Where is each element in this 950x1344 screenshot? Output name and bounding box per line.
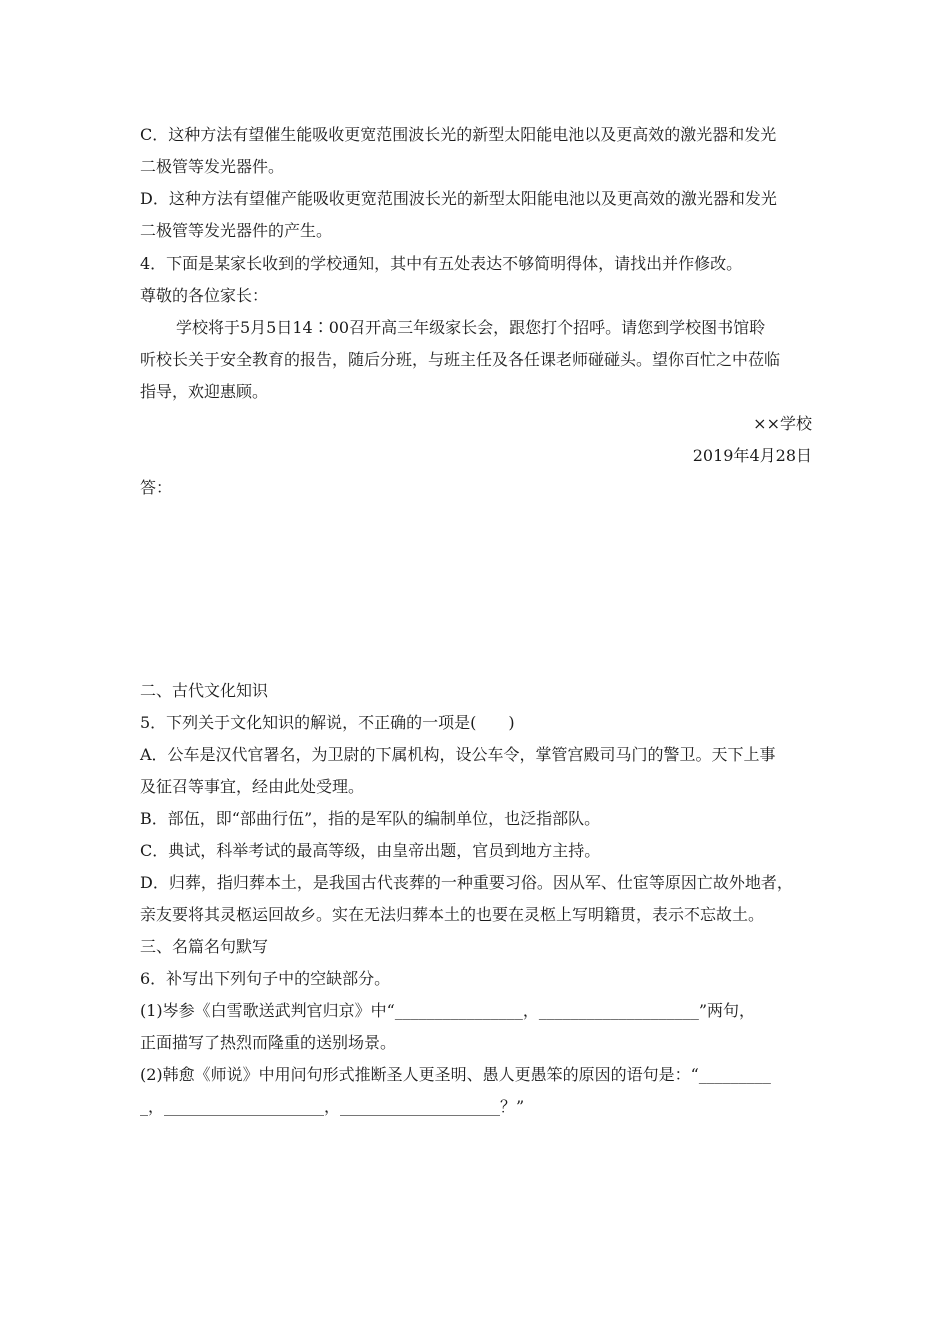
notice-date: 2019年4月28日 [692,446,812,465]
section3-heading: 三、名篇名句默写 [140,937,269,956]
q6-stem: 6．补写出下列句子中的空缺部分。 [140,969,391,988]
notice-salutation: 尊敬的各位家长： [140,286,269,305]
answer-label: 答： [140,478,173,497]
q3-option-c-line2: 二极管等发光器件。 [140,157,285,176]
q5-option-d-line2: 亲友要将其灵柩运回故乡。实在无法归葬本土的也要在灵柩上写明籍贯，表示不忘故土。 [140,905,765,924]
notice-body-line3: 指导，欢迎惠顾。 [140,382,269,401]
q5-option-a-line1: A．公车是汉代官署名，为卫尉的下属机构，设公车令，掌管宫殿司马门的警卫。天下上事 [140,745,776,764]
q5-option-b: B．部伍，即“部曲行伍”，指的是军队的编制单位，也泛指部队。 [140,809,601,828]
notice-signature: ××学校 [753,414,812,433]
q6-item1-line1: (1)岑参《白雪歌送武判官归京》中“________________，____________________”两句， [140,1001,756,1020]
q5-option-a-line2: 及征召等事宜，经由此处受理。 [140,777,365,796]
q5-option-d-line1: D．归葬，指归葬本土，是我国古代丧葬的一种重要习俗。因从军、仕宦等原因亡故外地者， [140,873,793,892]
q5-option-c: C．典试，科举考试的最高等级，由皇帝出题，官员到地方主持。 [140,841,601,860]
section2-heading: 二、古代文化知识 [140,681,269,700]
notice-body-line2: 听校长关于安全教育的报告，随后分班，与班主任及各任课老师碰碰头。望你百忙之中莅临 [140,350,781,369]
q6-item2-line2: _，____________________，____________________？” [140,1097,525,1116]
q3-option-c-line1: C．这种方法有望催生能吸收更宽范围波长光的新型太阳能电池以及更高效的激光器和发光 [140,125,777,144]
notice-body-line1: 学校将于5月5日14∶00召开高三年级家长会，跟您打个招呼。请您到学校图书馆聆 [176,318,766,337]
q3-option-d-line1: D．这种方法有望催产能吸收更宽范围波长光的新型太阳能电池以及更高效的激光器和发光 [140,189,777,208]
q6-item2-line1: (2)韩愈《师说》中用问句形式推断圣人更圣明、愚人更愚笨的原因的语句是：“_________ [140,1065,771,1084]
q5-stem: 5．下列关于文化知识的解说，不正确的一项是( ) [140,713,515,732]
q6-item1-line2: 正面描写了热烈而隆重的送别场景。 [140,1033,397,1052]
q4-stem: 4．下面是某家长收到的学校通知，其中有五处表达不够简明得体，请找出并作修改。 [140,254,743,273]
q3-option-d-line2: 二极管等发光器件的产生。 [140,221,333,240]
